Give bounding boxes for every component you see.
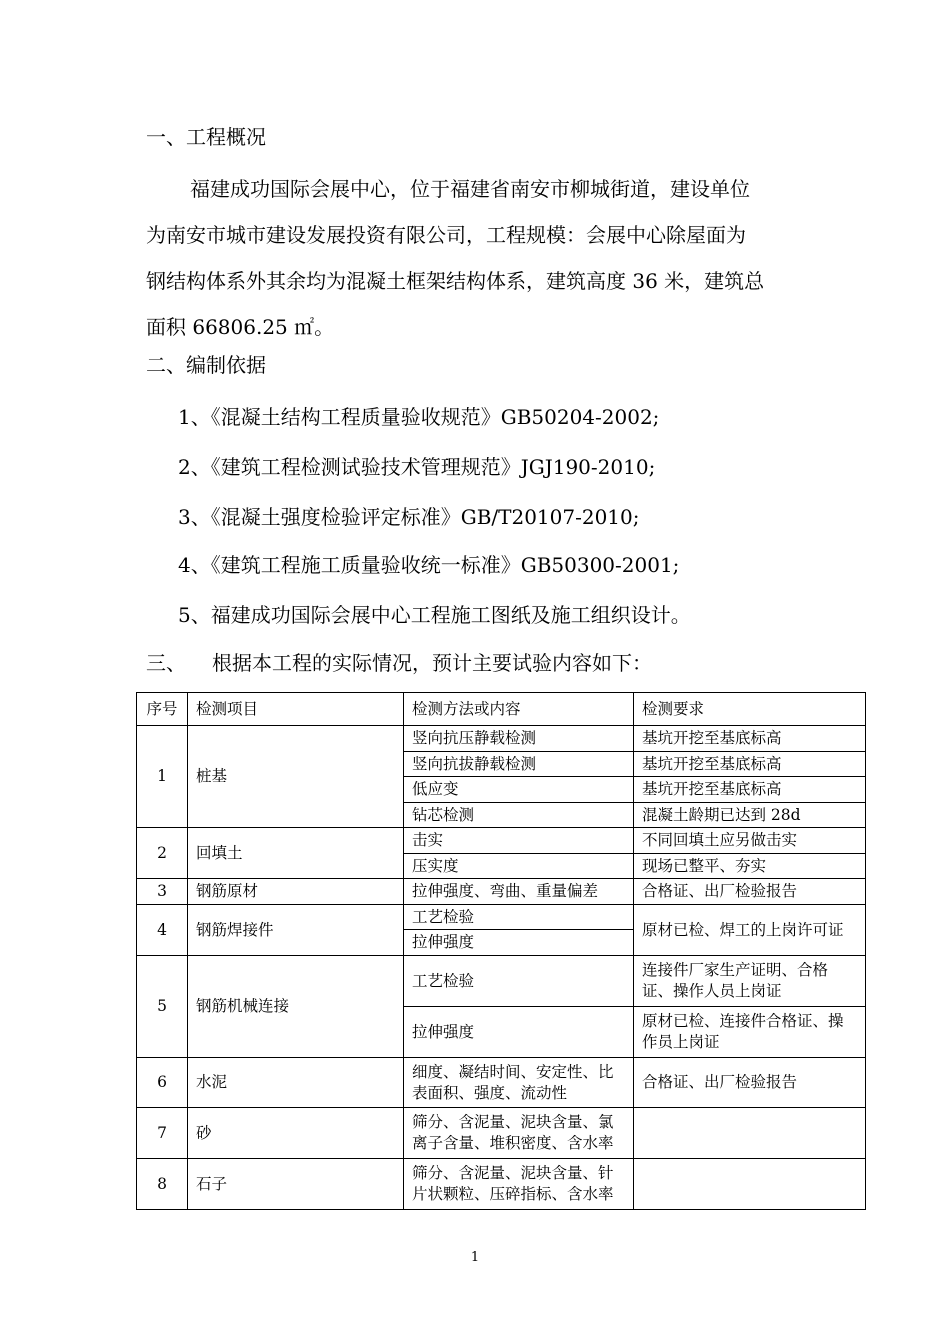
test-item: 砂 bbox=[188, 1108, 404, 1159]
test-item: 钢筋原材 bbox=[188, 879, 404, 905]
table-row bbox=[137, 1108, 866, 1159]
row-number: 3 bbox=[137, 879, 188, 905]
test-requirement: 不同回填土应另做击实 bbox=[634, 828, 866, 854]
row-number: 4 bbox=[137, 905, 188, 956]
test-requirement: 原材已检、焊工的上岗许可证 bbox=[634, 905, 866, 956]
table-row bbox=[137, 956, 866, 1007]
test-requirement: 基坑开挖至基底标高 bbox=[634, 777, 866, 803]
test-method: 钻芯检测 bbox=[404, 803, 634, 828]
header-cell-no: 序号 bbox=[137, 693, 188, 726]
section-heading-overview: 一、工程概况 bbox=[146, 125, 266, 149]
reference-item: 3、《混凝土强度检验评定标准》GB/T20107-2010; bbox=[178, 505, 640, 529]
test-method: 竖向抗拔静载检测 bbox=[404, 752, 634, 777]
header-cell-item: 检测项目 bbox=[188, 693, 404, 726]
test-method: 击实 bbox=[404, 828, 634, 854]
row-number: 2 bbox=[137, 828, 188, 879]
test-requirement: 基坑开挖至基底标高 bbox=[634, 726, 866, 752]
section-number: 三、 bbox=[146, 651, 186, 675]
test-item: 回填土 bbox=[188, 828, 404, 879]
reference-item: 2、《建筑工程检测试验技术管理规范》JGJ190-2010; bbox=[178, 455, 656, 479]
reference-item: 4、《建筑工程施工质量验收统一标准》GB50300-2001; bbox=[178, 553, 680, 577]
row-number: 8 bbox=[137, 1159, 188, 1210]
test-method: 压实度 bbox=[404, 854, 634, 879]
table-row bbox=[137, 1058, 866, 1108]
test-method: 拉伸强度 bbox=[404, 1007, 634, 1058]
test-requirement bbox=[634, 1108, 866, 1159]
test-method: 竖向抗压静载检测 bbox=[404, 726, 634, 752]
page-number: 1 bbox=[470, 1250, 480, 1265]
test-method: 工艺检验 bbox=[404, 956, 634, 1007]
table-row bbox=[137, 828, 866, 854]
section-heading-tests bbox=[146, 651, 652, 675]
reference-item: 1、《混凝土结构工程质量验收规范》GB50204-2002; bbox=[178, 405, 660, 429]
test-requirement: 现场已整平、夯实 bbox=[634, 854, 866, 879]
table-row bbox=[137, 726, 866, 752]
test-item: 钢筋焊接件 bbox=[188, 905, 404, 956]
test-method: 拉伸强度 bbox=[404, 930, 634, 956]
row-number: 1 bbox=[137, 726, 188, 828]
test-item: 石子 bbox=[188, 1159, 404, 1210]
table-row bbox=[137, 905, 866, 930]
test-requirement: 连接件厂家生产证明、合格证、操作人员上岗证 bbox=[634, 956, 866, 1007]
table-row bbox=[137, 1159, 866, 1210]
overview-paragraph-line: 钢结构体系外其余均为混凝土框架结构体系，建筑高度 36 米，建筑总 bbox=[146, 269, 765, 293]
test-requirement: 原材已检、连接件合格证、操作员上岗证 bbox=[634, 1007, 866, 1058]
reference-item: 5、福建成功国际会展中心工程施工图纸及施工组织设计。 bbox=[178, 603, 691, 627]
test-method: 低应变 bbox=[404, 777, 634, 803]
table-header-row bbox=[137, 693, 866, 726]
test-requirement bbox=[634, 1159, 866, 1210]
test-requirement: 混凝土龄期已达到 28d bbox=[634, 803, 866, 828]
section-heading-basis: 二、编制依据 bbox=[146, 353, 266, 377]
test-items-table bbox=[136, 692, 866, 1210]
test-item: 钢筋机械连接 bbox=[188, 956, 404, 1058]
header-cell-requirement: 检测要求 bbox=[634, 693, 866, 726]
test-method: 拉伸强度、弯曲、重量偏差 bbox=[404, 879, 634, 905]
test-method: 细度、凝结时间、安定性、比表面积、强度、流动性 bbox=[404, 1058, 634, 1108]
test-method: 工艺检验 bbox=[404, 905, 634, 930]
test-item: 水泥 bbox=[188, 1058, 404, 1108]
overview-paragraph-line: 为南安市城市建设发展投资有限公司，工程规模：会展中心除屋面为 bbox=[146, 223, 746, 247]
row-number: 6 bbox=[137, 1058, 188, 1108]
overview-paragraph-line: 面积 66806.25 ㎡。 bbox=[146, 315, 335, 339]
test-method: 筛分、含泥量、泥块含量、氯离子含量、堆积密度、含水率 bbox=[404, 1108, 634, 1159]
test-item: 桩基 bbox=[188, 726, 404, 828]
test-requirement: 合格证、出厂检验报告 bbox=[634, 879, 866, 905]
test-requirement: 基坑开挖至基底标高 bbox=[634, 752, 866, 777]
test-method: 筛分、含泥量、泥块含量、针片状颗粒、压碎指标、含水率 bbox=[404, 1159, 634, 1210]
table-row bbox=[137, 879, 866, 905]
header-cell-method: 检测方法或内容 bbox=[404, 693, 634, 726]
row-number: 5 bbox=[137, 956, 188, 1058]
section-text: 根据本工程的实际情况，预计主要试验内容如下： bbox=[212, 651, 652, 675]
test-requirement: 合格证、出厂检验报告 bbox=[634, 1058, 866, 1108]
overview-paragraph-line: 福建成功国际会展中心，位于福建省南安市柳城街道，建设单位 bbox=[190, 177, 750, 201]
row-number: 7 bbox=[137, 1108, 188, 1159]
